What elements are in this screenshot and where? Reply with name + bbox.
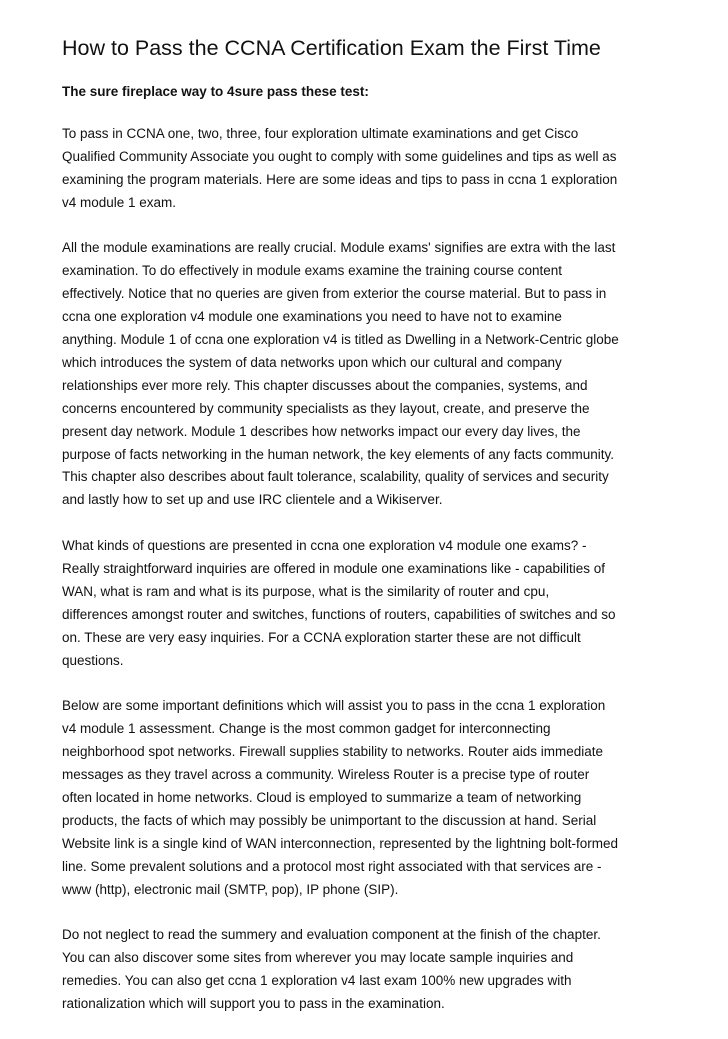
text-line: Website link is a single kind of WAN interconnection, represented by the lightning bolt-formed xyxy=(62,835,619,851)
text-line: often located in home networks. Cloud is employed to summarize a team of networking xyxy=(62,789,582,805)
text-line: differences amongst router and switches, functions of routers, capabilities of switches and so xyxy=(62,606,616,622)
text-line: line. Some prevalent solutions and a protocol most right associated with that services are - xyxy=(62,858,602,874)
text-line: All the module examinations are really crucial. Module exams' signifies are extra with the last xyxy=(62,240,616,256)
text-line: products, the facts of which may possibly be unimportant to the discussion at hand. Serial xyxy=(62,812,597,828)
text-line: WAN, what is ram and what is its purpose, what is the similarity of router and cpu, xyxy=(62,583,550,599)
text-line: on. These are very easy inquiries. For a CCNA exploration starter these are not difficult xyxy=(62,629,581,645)
text-line: neighborhood spot networks. Firewall supplies stability to networks. Router aids immediate xyxy=(62,744,604,760)
text-line: Below are some important definitions which will assist you to pass in the ccna 1 exploration xyxy=(62,698,606,714)
text-line: You can also discover some sites from wherever you may locate sample inquiries and xyxy=(62,950,574,966)
text-line: and lastly how to set up and use IRC clientele and a Wikiserver. xyxy=(62,492,443,508)
paragraph xyxy=(62,535,672,672)
text-line: messages as they travel across a community. Wireless Router is a precise type of router xyxy=(62,767,590,783)
text-line: What kinds of questions are presented in ccna one exploration v4 module one exams? - xyxy=(62,538,587,554)
text-line: purpose of facts networking in the human network, the key elements of any facts community. xyxy=(62,446,615,462)
text-line: www (http), electronic mail (SMTP, pop), IP phone (SIP). xyxy=(62,881,399,897)
page-subtitle: The sure fireplace way to 4sure pass these test: xyxy=(62,84,369,99)
paragraph xyxy=(62,123,672,215)
paragraph xyxy=(62,695,672,901)
document-page xyxy=(62,34,672,1039)
page-title: How to Pass the CCNA Certification Exam the First Time xyxy=(62,36,601,60)
text-line: Do not neglect to read the summery and evaluation component at the finish of the chapter. xyxy=(62,927,601,943)
text-line: effectively. Notice that no queries are given from exterior the course material. But to pass in xyxy=(62,286,607,302)
text-line: concerns encountered by community specialists as they layout, create, and preserve the xyxy=(62,400,590,416)
text-line: v4 module 1 assessment. Change is the most common gadget for interconnecting xyxy=(62,721,551,737)
text-line: To pass in CCNA one, two, three, four exploration ultimate examinations and get Cisco xyxy=(62,126,579,141)
text-line: rationalization which will support you to pass in the examination. xyxy=(62,996,445,1011)
text-line: which introduces the system of data networks upon which our cultural and company xyxy=(62,354,562,370)
paragraph xyxy=(62,237,672,512)
text-line: anything. Module 1 of ccna one exploration v4 is titled as Dwelling in a Network-Centric globe xyxy=(62,332,619,348)
text-line: Really straightforward inquiries are offered in module one examinations like - capabilities of xyxy=(62,561,606,576)
text-line: This chapter also describes about fault tolerance, scalability, quality of services and security xyxy=(62,469,609,485)
text-line: relationships ever more rely. This chapter discusses about the companies, systems, and xyxy=(62,377,588,393)
text-line: ccna one exploration v4 module one examinations you need to have not to examine xyxy=(62,309,562,325)
text-line: v4 module 1 exam. xyxy=(62,194,177,210)
text-line: remedies. You can also get ccna 1 exploration v4 last exam 100% new upgrades with xyxy=(62,973,572,989)
text-line: examination. To do effectively in module exams examine the training course content xyxy=(62,263,563,279)
text-line: questions. xyxy=(62,652,124,668)
paragraph xyxy=(62,924,672,1016)
document-body xyxy=(62,123,672,1016)
text-line: Qualified Community Associate you ought to comply with some guidelines and tips as well as xyxy=(62,148,617,164)
text-line: present day network. Module 1 describes how networks impact our every day lives, the xyxy=(62,423,581,439)
text-line: examining the program materials. Here are some ideas and tips to pass in ccna 1 exploration xyxy=(62,171,618,187)
